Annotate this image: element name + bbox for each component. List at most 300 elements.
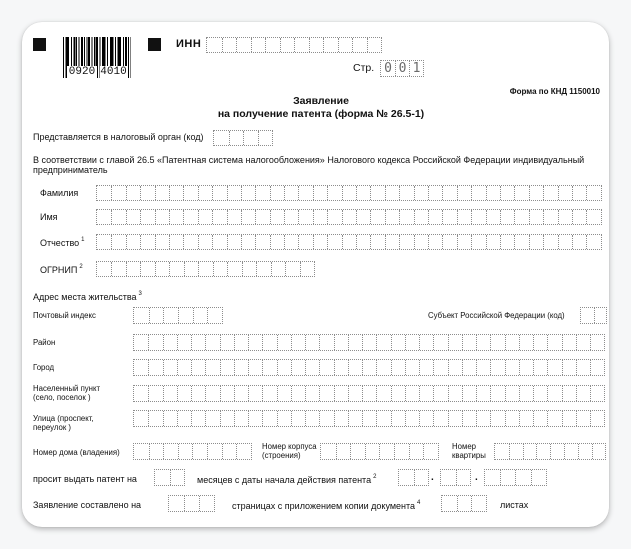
input-cell[interactable] [334,411,348,426]
input-cell[interactable] [594,308,607,323]
input-cell[interactable] [576,360,590,375]
input-cell[interactable] [134,360,148,375]
input-cell[interactable] [428,235,442,249]
input-cell[interactable] [191,411,205,426]
input-cell[interactable] [419,335,433,350]
page-digit[interactable]: 0 [384,61,392,76]
input-cell[interactable] [177,386,191,401]
input-cell[interactable] [391,411,405,426]
input-cell[interactable] [448,360,462,375]
input-cell[interactable] [207,38,222,52]
input-cell[interactable] [414,235,428,249]
input-cell[interactable] [334,386,348,401]
input-cell[interactable] [519,411,533,426]
input-cell[interactable] [391,386,405,401]
input-cell[interactable] [126,235,140,249]
input-cell[interactable] [155,186,169,200]
input-cell[interactable] [531,470,546,485]
input-cell[interactable] [134,308,149,323]
input-cell[interactable] [126,210,140,224]
input-cell[interactable] [433,335,447,350]
input-cell[interactable] [305,360,319,375]
inn-field[interactable] [206,37,382,53]
input-cell[interactable] [111,235,125,249]
input-cell[interactable] [379,444,394,459]
input-cell[interactable] [543,186,557,200]
input-cell[interactable] [533,386,547,401]
postal-code-field[interactable] [133,307,223,324]
input-cell[interactable] [262,386,276,401]
input-cell[interactable] [191,335,205,350]
input-cell[interactable] [519,335,533,350]
input-cell[interactable] [558,235,572,249]
input-cell[interactable] [321,444,336,459]
input-cell[interactable] [234,360,248,375]
input-cell[interactable] [214,131,229,145]
input-cell[interactable] [362,335,376,350]
input-cell[interactable] [572,235,586,249]
input-cell[interactable] [490,335,504,350]
page-count-field[interactable] [168,495,215,512]
input-cell[interactable] [471,496,486,511]
input-cell[interactable] [294,38,309,52]
input-cell[interactable] [391,360,405,375]
input-cell[interactable] [227,210,241,224]
input-cell[interactable] [305,335,319,350]
input-cell[interactable] [590,411,604,426]
input-cell[interactable] [298,186,312,200]
input-cell[interactable] [222,38,237,52]
input-cell[interactable] [262,360,276,375]
input-cell[interactable] [581,308,594,323]
input-cell[interactable] [471,235,485,249]
apartment-number-field[interactable] [494,443,606,460]
input-cell[interactable] [433,411,447,426]
input-cell[interactable] [248,411,262,426]
input-cell[interactable] [148,335,162,350]
input-cell[interactable] [448,386,462,401]
input-cell[interactable] [529,210,543,224]
input-cell[interactable] [348,360,362,375]
input-cell[interactable] [207,308,222,323]
input-cell[interactable] [97,186,111,200]
input-cell[interactable] [442,210,456,224]
start-year-field[interactable] [484,469,547,486]
input-cell[interactable] [258,131,273,145]
input-cell[interactable] [442,235,456,249]
input-cell[interactable] [572,210,586,224]
input-cell[interactable] [323,38,338,52]
input-cell[interactable] [419,411,433,426]
input-cell[interactable] [177,411,191,426]
input-cell[interactable] [183,210,197,224]
input-cell[interactable] [207,444,222,459]
input-cell[interactable] [111,186,125,200]
input-cell[interactable] [547,386,561,401]
input-cell[interactable] [309,38,324,52]
region-code-field[interactable] [580,307,607,324]
input-cell[interactable] [298,210,312,224]
input-cell[interactable] [134,335,148,350]
input-cell[interactable] [547,360,561,375]
input-cell[interactable] [352,38,367,52]
input-cell[interactable] [564,444,578,459]
input-cell[interactable] [338,38,353,52]
input-cell[interactable] [298,235,312,249]
input-cell[interactable] [370,235,384,249]
input-cell[interactable] [572,186,586,200]
district-field[interactable] [133,334,605,351]
input-cell[interactable] [428,186,442,200]
input-cell[interactable] [515,470,530,485]
input-cell[interactable] [457,496,472,511]
input-cell[interactable] [126,186,140,200]
input-cell[interactable] [471,210,485,224]
input-cell[interactable] [391,335,405,350]
building-number-field[interactable] [320,443,439,460]
input-cell[interactable] [148,411,162,426]
input-cell[interactable] [486,210,500,224]
page-number-field[interactable] [380,60,424,77]
input-cell[interactable] [163,411,177,426]
input-cell[interactable] [370,186,384,200]
page-digit[interactable]: 1 [409,61,423,76]
input-cell[interactable] [367,38,382,52]
input-cell[interactable] [441,470,456,485]
input-cell[interactable] [241,235,255,249]
input-cell[interactable] [428,210,442,224]
input-cell[interactable] [319,411,333,426]
input-cell[interactable] [348,411,362,426]
input-cell[interactable] [212,210,226,224]
input-cell[interactable] [255,235,269,249]
input-cell[interactable] [212,186,226,200]
input-cell[interactable] [227,186,241,200]
input-cell[interactable] [356,210,370,224]
input-cell[interactable] [385,210,399,224]
first-name-field[interactable] [96,209,602,225]
input-cell[interactable] [514,186,528,200]
input-cell[interactable] [236,38,251,52]
input-cell[interactable] [505,335,519,350]
input-cell[interactable] [241,186,255,200]
input-cell[interactable] [212,235,226,249]
input-cell[interactable] [148,360,162,375]
input-cell[interactable] [399,210,413,224]
input-cell[interactable] [462,386,476,401]
input-cell[interactable] [170,470,185,485]
input-cell[interactable] [234,411,248,426]
input-cell[interactable] [399,235,413,249]
input-cell[interactable] [191,360,205,375]
input-cell[interactable] [248,360,262,375]
input-cell[interactable] [284,210,298,224]
input-cell[interactable] [205,411,219,426]
input-cell[interactable] [134,444,149,459]
ogrnip-field[interactable] [96,261,315,277]
house-number-field[interactable] [133,443,252,460]
input-cell[interactable] [457,210,471,224]
input-cell[interactable] [514,235,528,249]
input-cell[interactable] [348,335,362,350]
input-cell[interactable] [414,210,428,224]
input-cell[interactable] [319,335,333,350]
input-cell[interactable] [184,262,198,276]
input-cell[interactable] [448,411,462,426]
input-cell[interactable] [348,386,362,401]
patronymic-field[interactable] [96,234,602,250]
input-cell[interactable] [313,210,327,224]
input-cell[interactable] [490,386,504,401]
input-cell[interactable] [536,444,550,459]
input-cell[interactable] [319,386,333,401]
input-cell[interactable] [270,235,284,249]
input-cell[interactable] [313,186,327,200]
input-cell[interactable] [327,186,341,200]
input-cell[interactable] [495,444,509,459]
input-cell[interactable] [291,386,305,401]
input-cell[interactable] [285,262,299,276]
input-cell[interactable] [433,386,447,401]
input-cell[interactable] [262,411,276,426]
input-cell[interactable] [509,444,523,459]
tax-authority-code-field[interactable] [213,130,273,146]
input-cell[interactable] [270,186,284,200]
input-cell[interactable] [177,360,191,375]
input-cell[interactable] [134,411,148,426]
input-cell[interactable] [562,360,576,375]
input-cell[interactable] [365,444,380,459]
input-cell[interactable] [277,386,291,401]
input-cell[interactable] [462,360,476,375]
input-cell[interactable] [523,444,537,459]
input-cell[interactable] [405,411,419,426]
patent-months-field[interactable] [154,469,185,486]
input-cell[interactable] [265,38,280,52]
input-cell[interactable] [385,186,399,200]
input-cell[interactable] [500,235,514,249]
input-cell[interactable] [334,360,348,375]
input-cell[interactable] [277,411,291,426]
input-cell[interactable] [140,210,154,224]
input-cell[interactable] [558,186,572,200]
input-cell[interactable] [155,235,169,249]
input-cell[interactable] [183,235,197,249]
input-cell[interactable] [234,335,248,350]
input-cell[interactable] [111,262,125,276]
city-field[interactable] [133,359,605,376]
input-cell[interactable] [155,210,169,224]
input-cell[interactable] [178,308,193,323]
input-cell[interactable] [284,186,298,200]
input-cell[interactable] [486,186,500,200]
input-cell[interactable] [300,262,314,276]
input-cell[interactable] [562,335,576,350]
input-cell[interactable] [423,444,438,459]
input-cell[interactable] [376,386,390,401]
input-cell[interactable] [342,235,356,249]
input-cell[interactable] [205,360,219,375]
input-cell[interactable] [543,210,557,224]
input-cell[interactable] [562,411,576,426]
input-cell[interactable] [97,235,111,249]
input-cell[interactable] [414,470,429,485]
input-cell[interactable] [356,186,370,200]
locality-field[interactable] [133,385,605,402]
page-digit[interactable]: 0 [395,61,409,76]
input-cell[interactable] [576,411,590,426]
input-cell[interactable] [562,386,576,401]
input-cell[interactable] [558,210,572,224]
input-cell[interactable] [277,360,291,375]
input-cell[interactable] [456,470,471,485]
input-cell[interactable] [590,335,604,350]
input-cell[interactable] [148,386,162,401]
input-cell[interactable] [248,335,262,350]
input-cell[interactable] [305,411,319,426]
input-cell[interactable] [213,262,227,276]
input-cell[interactable] [248,386,262,401]
input-cell[interactable] [220,386,234,401]
input-cell[interactable] [442,496,457,511]
input-cell[interactable] [462,411,476,426]
input-cell[interactable] [342,186,356,200]
surname-field[interactable] [96,185,602,201]
input-cell[interactable] [198,235,212,249]
input-cell[interactable] [234,386,248,401]
input-cell[interactable] [550,444,564,459]
input-cell[interactable] [291,411,305,426]
input-cell[interactable] [362,360,376,375]
input-cell[interactable] [485,470,500,485]
input-cell[interactable] [327,210,341,224]
input-cell[interactable] [376,360,390,375]
input-cell[interactable] [336,444,351,459]
input-cell[interactable] [313,235,327,249]
input-cell[interactable] [414,186,428,200]
input-cell[interactable] [533,360,547,375]
input-cell[interactable] [97,210,111,224]
input-cell[interactable] [255,186,269,200]
input-cell[interactable] [220,360,234,375]
input-cell[interactable] [586,186,600,200]
input-cell[interactable] [405,386,419,401]
input-cell[interactable] [134,386,148,401]
input-cell[interactable] [140,235,154,249]
input-cell[interactable] [476,360,490,375]
input-cell[interactable] [519,386,533,401]
input-cell[interactable] [271,262,285,276]
input-cell[interactable] [342,210,356,224]
input-cell[interactable] [256,262,270,276]
input-cell[interactable] [519,360,533,375]
input-cell[interactable] [284,235,298,249]
input-cell[interactable] [471,186,485,200]
input-cell[interactable] [169,235,183,249]
input-cell[interactable] [198,186,212,200]
input-cell[interactable] [405,360,419,375]
input-cell[interactable] [169,186,183,200]
input-cell[interactable] [199,496,214,511]
input-cell[interactable] [385,235,399,249]
input-cell[interactable] [270,210,284,224]
input-cell[interactable] [227,235,241,249]
start-month-field[interactable] [440,469,471,486]
input-cell[interactable] [205,386,219,401]
input-cell[interactable] [149,308,164,323]
input-cell[interactable] [476,411,490,426]
input-cell[interactable] [191,386,205,401]
input-cell[interactable] [448,335,462,350]
document-sheets-field[interactable] [441,495,487,512]
input-cell[interactable] [222,444,237,459]
input-cell[interactable] [578,444,592,459]
input-cell[interactable] [149,444,164,459]
input-cell[interactable] [169,210,183,224]
input-cell[interactable] [241,210,255,224]
input-cell[interactable] [140,262,154,276]
input-cell[interactable] [394,444,409,459]
input-cell[interactable] [500,186,514,200]
input-cell[interactable] [500,470,515,485]
input-cell[interactable] [586,210,600,224]
street-field[interactable] [133,410,605,427]
input-cell[interactable] [590,360,604,375]
input-cell[interactable] [490,360,504,375]
input-cell[interactable] [529,235,543,249]
input-cell[interactable] [500,210,514,224]
input-cell[interactable] [370,210,384,224]
input-cell[interactable] [433,360,447,375]
input-cell[interactable] [255,210,269,224]
input-cell[interactable] [376,411,390,426]
input-cell[interactable] [205,335,219,350]
input-cell[interactable] [409,444,424,459]
input-cell[interactable] [291,335,305,350]
input-cell[interactable] [586,235,600,249]
input-cell[interactable] [184,496,199,511]
input-cell[interactable] [291,360,305,375]
input-cell[interactable] [533,411,547,426]
input-cell[interactable] [356,235,370,249]
input-cell[interactable] [192,444,207,459]
input-cell[interactable] [505,386,519,401]
input-cell[interactable] [327,235,341,249]
input-cell[interactable] [305,386,319,401]
input-cell[interactable] [486,235,500,249]
input-cell[interactable] [362,386,376,401]
input-cell[interactable] [277,335,291,350]
start-day-field[interactable] [398,469,429,486]
input-cell[interactable] [350,444,365,459]
input-cell[interactable] [229,131,244,145]
input-cell[interactable] [183,186,197,200]
input-cell[interactable] [576,386,590,401]
input-cell[interactable] [163,444,178,459]
input-cell[interactable] [543,235,557,249]
input-cell[interactable] [243,131,258,145]
input-cell[interactable] [419,360,433,375]
input-cell[interactable] [111,210,125,224]
input-cell[interactable] [198,262,212,276]
input-cell[interactable] [376,335,390,350]
input-cell[interactable] [251,38,266,52]
input-cell[interactable] [457,235,471,249]
input-cell[interactable] [476,335,490,350]
input-cell[interactable] [547,411,561,426]
input-cell[interactable] [242,262,256,276]
input-cell[interactable] [227,262,241,276]
